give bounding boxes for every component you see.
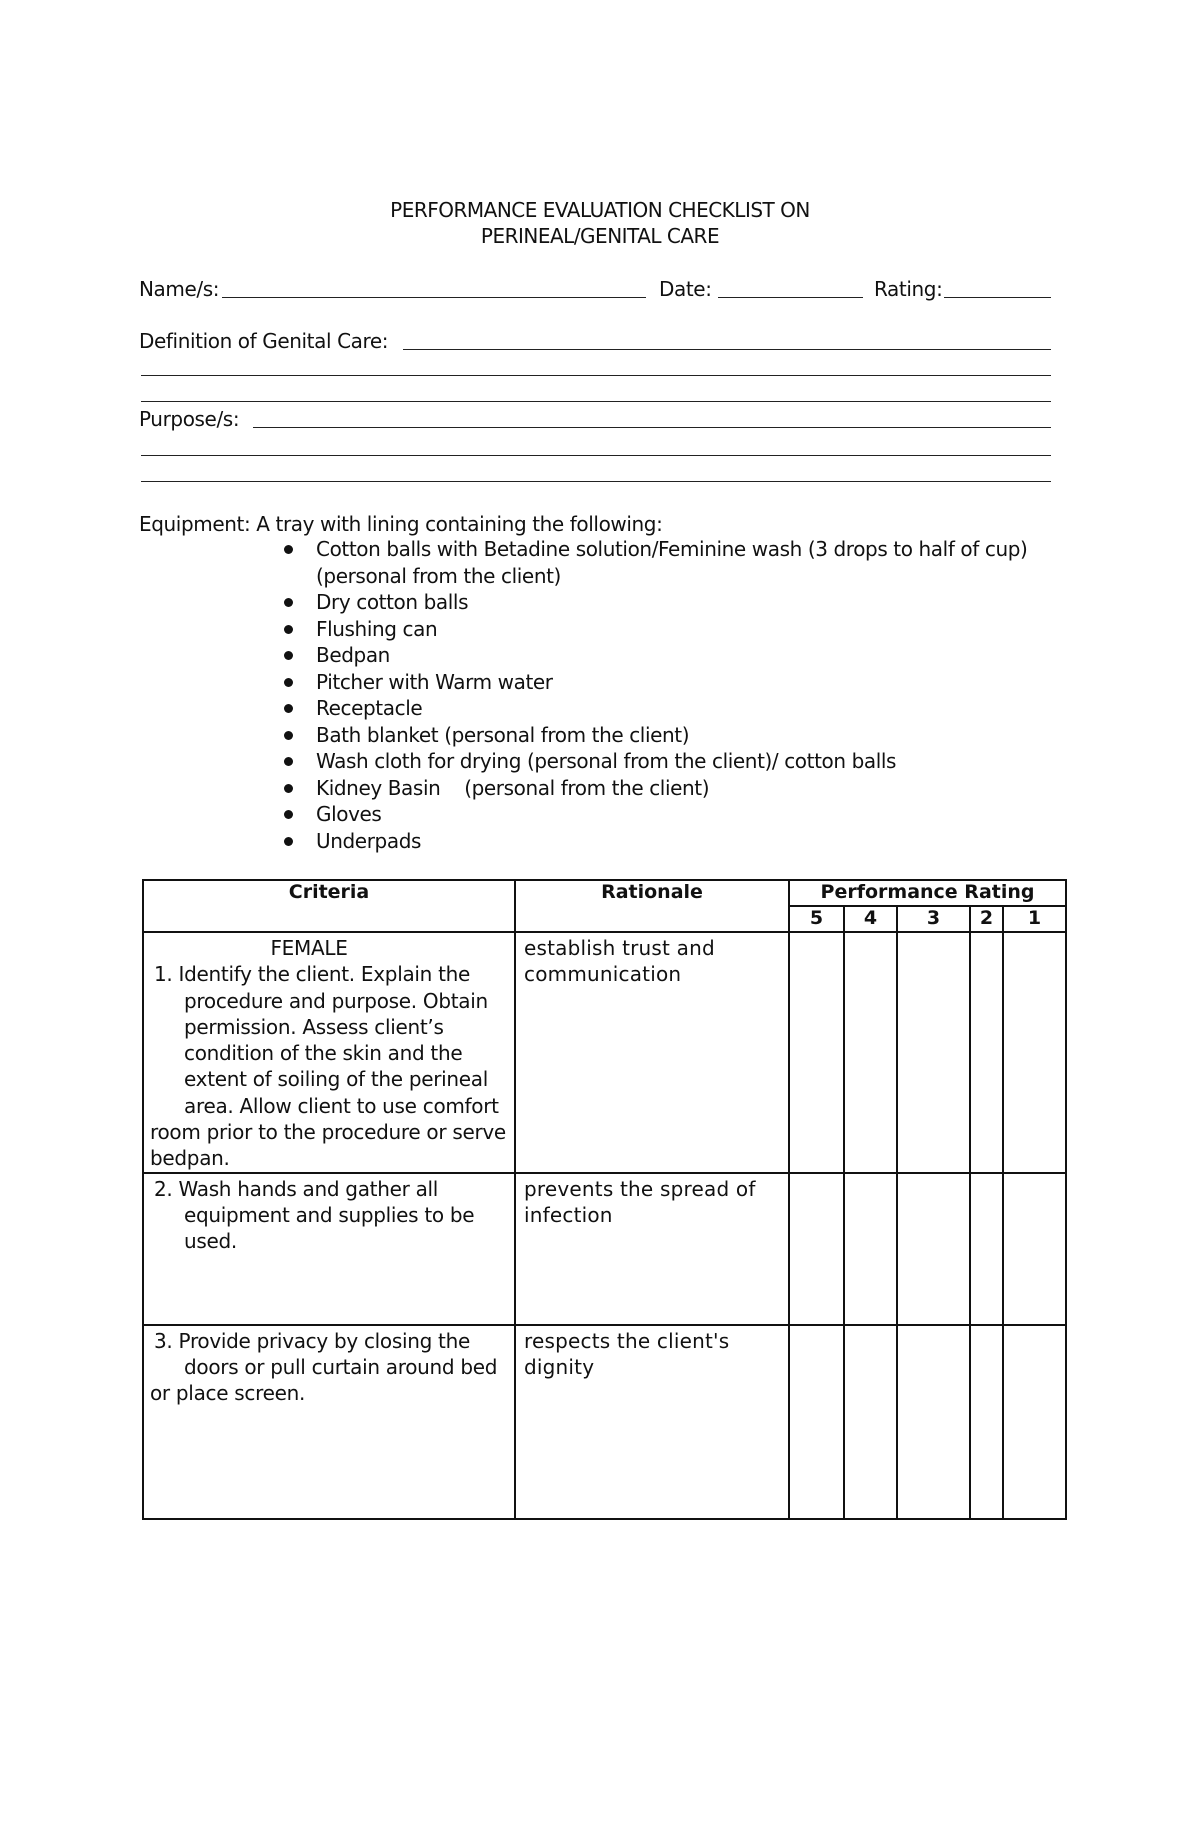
- criteria-cell: 3. Provide privacy by closing the doors or pull curtain around bed or place screen.: [143, 1325, 515, 1519]
- rating-5-cell[interactable]: [789, 1325, 844, 1519]
- document-title-line2: PERINEAL/GENITAL CARE: [480, 224, 720, 248]
- rating-2-cell[interactable]: [970, 932, 1003, 1173]
- rating-3-cell[interactable]: [897, 1325, 970, 1519]
- rating-3-cell[interactable]: [897, 1173, 970, 1325]
- bullet-icon: [284, 598, 293, 607]
- table-row: [143, 1173, 1066, 1325]
- performance-rating-header: Performance Rating: [789, 880, 1066, 906]
- list-item: Receptacle: [282, 695, 1062, 722]
- rationale-cell: prevents the spread of infection: [515, 1173, 789, 1325]
- list-item: Flushing can: [282, 616, 1062, 643]
- rating-1-cell[interactable]: [1003, 1325, 1066, 1519]
- bullet-icon: [284, 757, 293, 766]
- definition-blank-2[interactable]: [141, 375, 1051, 376]
- table-row: [143, 1325, 1066, 1519]
- list-item: Pitcher with Warm water: [282, 669, 1062, 696]
- rating-4-header: 4: [844, 906, 897, 932]
- bullet-icon: [284, 784, 293, 793]
- bullet-icon: [284, 545, 293, 554]
- bullet-icon: [284, 704, 293, 713]
- equipment-list: [282, 536, 1062, 854]
- rating-2-cell[interactable]: [970, 1173, 1003, 1325]
- table-row: [143, 932, 1066, 1173]
- rating-1-cell[interactable]: [1003, 932, 1066, 1173]
- list-item: Gloves: [282, 801, 1062, 828]
- criteria-cell: FEMALE 1. Identify the client. Explain the procedure and purpose. Obtain permission. Assess client’s condition of the skin and the extent of soiling of the perineal area. Allow client to use comfort room prior to the procedure or serve bedpan.: [143, 932, 515, 1173]
- rating-5-header: 5: [789, 906, 844, 932]
- list-item: Bath blanket (personal from the client): [282, 722, 1062, 749]
- rating-4-cell[interactable]: [844, 1173, 897, 1325]
- rating-4-cell[interactable]: [844, 932, 897, 1173]
- bullet-icon: [284, 678, 293, 687]
- bullet-icon: [284, 810, 293, 819]
- rationale-header: Rationale: [515, 880, 789, 932]
- rating-2-header: 2: [970, 906, 1003, 932]
- rating-5-cell[interactable]: [789, 1173, 844, 1325]
- section-label: FEMALE: [270, 936, 348, 960]
- list-item: Cotton balls with Betadine solution/Feminine wash (3 drops to half of cup) (personal from the client): [282, 536, 1062, 589]
- purpose-blank-1[interactable]: [253, 427, 1051, 428]
- name-label: Name/s:: [139, 277, 220, 301]
- equipment-intro: Equipment: A tray with lining containing the following:: [139, 512, 663, 536]
- purpose-blank-2[interactable]: [141, 455, 1051, 456]
- purpose-label: Purpose/s:: [139, 407, 240, 431]
- bullet-icon: [284, 625, 293, 634]
- bullet-icon: [284, 651, 293, 660]
- list-item: Bedpan: [282, 642, 1062, 669]
- rating-blank[interactable]: [944, 297, 1051, 298]
- purpose-blank-3[interactable]: [141, 481, 1051, 482]
- rating-label: Rating:: [874, 277, 943, 301]
- list-item: Kidney Basin (personal from the client): [282, 775, 1062, 802]
- rating-3-header: 3: [897, 906, 970, 932]
- rationale-cell: respects the client's dignity: [515, 1325, 789, 1519]
- list-item: Dry cotton balls: [282, 589, 1062, 616]
- bullet-icon: [284, 731, 293, 740]
- rating-1-cell[interactable]: [1003, 1173, 1066, 1325]
- document-title-line1: PERFORMANCE EVALUATION CHECKLIST ON: [390, 198, 810, 222]
- name-blank[interactable]: [222, 297, 646, 298]
- bullet-icon: [284, 837, 293, 846]
- rating-3-cell[interactable]: [897, 932, 970, 1173]
- rating-4-cell[interactable]: [844, 1325, 897, 1519]
- rating-1-header: 1: [1003, 906, 1066, 932]
- definition-blank-3[interactable]: [141, 401, 1051, 402]
- criteria-header: Criteria: [143, 880, 515, 932]
- criteria-table: [142, 879, 1067, 1520]
- definition-label: Definition of Genital Care:: [139, 329, 389, 353]
- definition-blank-1[interactable]: [403, 349, 1051, 350]
- rating-5-cell[interactable]: [789, 932, 844, 1173]
- list-item: Wash cloth for drying (personal from the client)/ cotton balls: [282, 748, 1062, 775]
- rating-2-cell[interactable]: [970, 1325, 1003, 1519]
- rationale-cell: establish trust and communication: [515, 932, 789, 1173]
- date-blank[interactable]: [718, 297, 863, 298]
- date-label: Date:: [659, 277, 712, 301]
- list-item: Underpads: [282, 828, 1062, 855]
- criteria-cell: 2. Wash hands and gather all equipment and supplies to be used.: [143, 1173, 515, 1325]
